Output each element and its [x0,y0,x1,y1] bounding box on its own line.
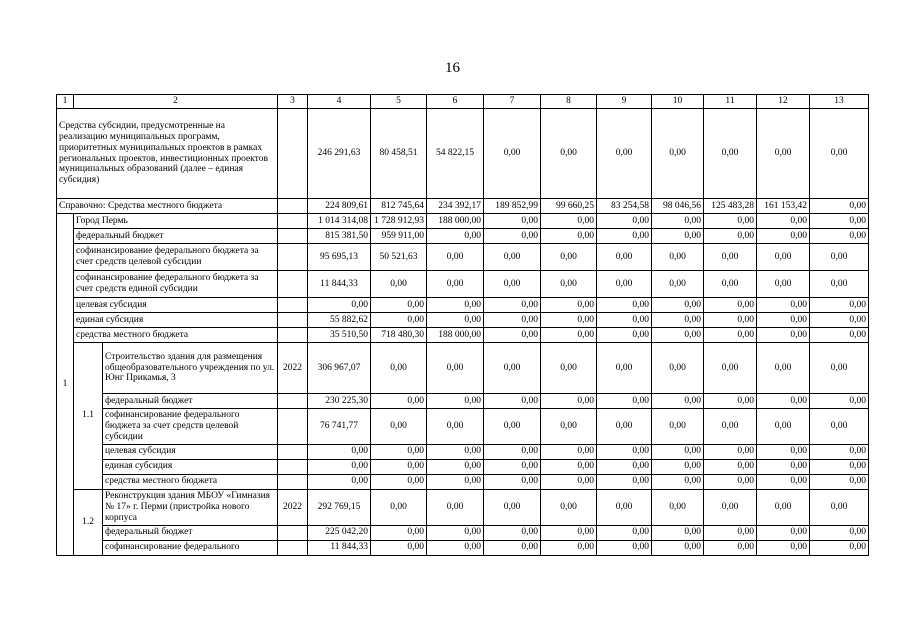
value-cell: 0,00 [704,444,757,459]
value-cell: 0,00 [541,244,597,271]
value-cell: 0,00 [597,489,652,525]
subgroup-index: 1.2 [74,489,103,555]
value-cell: 0,00 [704,409,757,445]
year-cell [278,409,308,445]
value-cell: 188 000,00 [427,328,484,343]
value-cell: 0,00 [652,214,704,229]
row-label: федеральный бюджет [103,394,278,409]
value-cell: 0,00 [484,474,541,489]
row-label: единая субсидия [74,313,278,328]
value-cell: 0,00 [597,229,652,244]
value-cell: 0,00 [484,540,541,555]
column-header: 7 [484,95,541,109]
column-header: 8 [541,95,597,109]
value-cell: 0,00 [810,459,869,474]
value-cell: 1 728 912,93 [371,214,427,229]
summary-row [57,109,869,199]
value-cell: 0,00 [371,540,427,555]
value-cell: 76 741,77 [308,409,371,445]
value-cell: 0,00 [652,271,704,298]
value-cell: 0,00 [371,394,427,409]
subgroup-row [57,444,869,459]
value-cell: 0,00 [484,244,541,271]
value-cell: 0,00 [652,298,704,313]
header-row [57,95,869,109]
value-cell: 0,00 [704,540,757,555]
row-label: целевая субсидия [74,298,278,313]
value-cell: 0,00 [757,298,810,313]
value-cell: 0,00 [484,343,541,394]
value-cell: 0,00 [597,244,652,271]
value-cell: 0,00 [652,409,704,445]
row-label: федеральный бюджет [74,229,278,244]
value-cell: 0,00 [597,444,652,459]
value-cell: 0,00 [757,244,810,271]
value-cell: 0,00 [704,313,757,328]
value-cell: 0,00 [810,271,869,298]
column-header: 11 [704,95,757,109]
value-cell: 0,00 [652,229,704,244]
value-cell: 0,00 [704,244,757,271]
year-cell [278,199,308,214]
row-label: средства местного бюджета [74,328,278,343]
subgroup-row [57,540,869,555]
year-cell [278,474,308,489]
value-cell: 11 844,33 [308,540,371,555]
row-label: софинансирование федерального [103,540,278,555]
value-cell: 225 042,20 [308,525,371,540]
value-cell: 0,00 [810,109,869,199]
value-cell: 0,00 [541,394,597,409]
value-cell: 55 882,62 [308,313,371,328]
value-cell: 306 967,07 [308,343,371,394]
value-cell: 0,00 [427,343,484,394]
row-label: софинансирование федерального бюджета за счет средств единой субсидии [74,271,278,298]
value-cell: 83 254,58 [597,199,652,214]
value-cell: 0,00 [427,298,484,313]
value-cell: 0,00 [757,109,810,199]
value-cell: 292 769,15 [308,489,371,525]
value-cell: 0,00 [484,298,541,313]
year-cell: 2022 [278,489,308,525]
column-header: 6 [427,95,484,109]
value-cell: 0,00 [757,525,810,540]
value-cell: 0,00 [484,229,541,244]
value-cell: 0,00 [308,444,371,459]
value-cell: 234 392,17 [427,199,484,214]
value-cell: 0,00 [484,409,541,445]
value-cell: 224 809,61 [308,199,371,214]
year-cell [278,271,308,298]
year-cell [278,459,308,474]
value-cell: 0,00 [371,489,427,525]
year-cell [278,214,308,229]
value-cell: 0,00 [757,540,810,555]
value-cell: 161 153,42 [757,199,810,214]
value-cell: 0,00 [484,109,541,199]
column-header: 4 [308,95,371,109]
value-cell: 0,00 [371,474,427,489]
value-cell: 0,00 [810,244,869,271]
row-label: Справочно: Средства местного бюджета [57,199,278,214]
value-cell: 0,00 [810,540,869,555]
value-cell: 0,00 [704,271,757,298]
value-cell: 0,00 [541,109,597,199]
value-cell: 188 000,00 [427,214,484,229]
column-header: 9 [597,95,652,109]
year-cell [278,328,308,343]
value-cell: 0,00 [757,474,810,489]
group-row [57,271,869,298]
value-cell: 0,00 [810,343,869,394]
row-label: Средства субсидии, предусмотренные на реализацию муниципальных программ, приоритетных муниципальных проектов в рамках региональных проектов, инвестиционных проектов муниципальных образований (далее – единая субсидия) [57,109,278,199]
value-cell: 0,00 [757,271,810,298]
year-cell [278,313,308,328]
value-cell: 0,00 [427,229,484,244]
value-cell: 0,00 [652,394,704,409]
row-label: Строительство здания для размещения общеобразовательного учреждения по ул. Юнг Прикамья, 3 [103,343,278,394]
year-cell [278,298,308,313]
row-label: единая субсидия [103,459,278,474]
value-cell: 0,00 [757,394,810,409]
value-cell: 246 291,63 [308,109,371,199]
value-cell: 0,00 [427,459,484,474]
value-cell: 0,00 [541,343,597,394]
value-cell: 0,00 [652,343,704,394]
value-cell: 0,00 [541,409,597,445]
column-header: 10 [652,95,704,109]
value-cell: 0,00 [484,271,541,298]
value-cell: 0,00 [757,343,810,394]
subgroup-index: 1.1 [74,343,103,490]
value-cell: 0,00 [484,459,541,474]
column-header: 3 [278,95,308,109]
value-cell: 0,00 [427,271,484,298]
column-header: 5 [371,95,427,109]
value-cell: 230 225,30 [308,394,371,409]
subgroup-row [57,489,869,525]
value-cell: 0,00 [652,489,704,525]
value-cell: 0,00 [371,313,427,328]
value-cell: 812 745,64 [371,199,427,214]
value-cell: 0,00 [541,271,597,298]
row-label: целевая субсидия [103,444,278,459]
page-number: 16 [445,60,460,76]
value-cell: 0,00 [652,525,704,540]
value-cell: 125 483,28 [704,199,757,214]
value-cell: 0,00 [541,214,597,229]
year-cell: 2022 [278,343,308,394]
group-row [57,328,869,343]
column-header: 12 [757,95,810,109]
value-cell: 0,00 [427,394,484,409]
value-cell: 0,00 [652,459,704,474]
value-cell: 0,00 [308,474,371,489]
group-row [57,229,869,244]
value-cell: 0,00 [597,109,652,199]
value-cell: 0,00 [810,409,869,445]
value-cell: 0,00 [810,199,869,214]
value-cell: 0,00 [652,540,704,555]
value-cell: 0,00 [597,409,652,445]
value-cell: 0,00 [427,489,484,525]
value-cell: 0,00 [810,525,869,540]
value-cell: 0,00 [371,298,427,313]
value-cell: 0,00 [427,409,484,445]
value-cell: 0,00 [704,459,757,474]
value-cell: 0,00 [308,459,371,474]
value-cell: 0,00 [541,459,597,474]
value-cell: 0,00 [597,343,652,394]
summary-row [57,199,869,214]
value-cell: 50 521,63 [371,244,427,271]
value-cell: 0,00 [597,214,652,229]
value-cell: 0,00 [704,489,757,525]
row-label: Реконструкция здания МБОУ «Гимназия № 17» г. Перми (пристройка нового корпуса [103,489,278,525]
year-cell [278,244,308,271]
value-cell: 0,00 [810,474,869,489]
year-cell [278,444,308,459]
value-cell: 0,00 [757,409,810,445]
value-cell: 0,00 [757,328,810,343]
value-cell: 0,00 [541,525,597,540]
subgroup-row [57,394,869,409]
subgroup-row [57,459,869,474]
year-cell [278,540,308,555]
group-row [57,298,869,313]
value-cell: 0,00 [371,444,427,459]
value-cell: 0,00 [810,489,869,525]
value-cell: 0,00 [810,298,869,313]
value-cell: 0,00 [427,313,484,328]
value-cell: 0,00 [371,409,427,445]
value-cell: 0,00 [704,328,757,343]
value-cell: 0,00 [652,313,704,328]
value-cell: 11 844,33 [308,271,371,298]
subgroup-row [57,525,869,540]
value-cell: 0,00 [597,271,652,298]
value-cell: 0,00 [757,444,810,459]
value-cell: 0,00 [427,540,484,555]
budget-table [56,94,869,556]
value-cell: 0,00 [541,298,597,313]
value-cell: 0,00 [652,474,704,489]
value-cell: 959 911,00 [371,229,427,244]
value-cell: 0,00 [427,444,484,459]
subgroup-row [57,409,869,445]
value-cell: 1 014 314,08 [308,214,371,229]
value-cell: 0,00 [597,394,652,409]
value-cell: 0,00 [704,394,757,409]
value-cell: 0,00 [652,109,704,199]
value-cell: 0,00 [541,474,597,489]
value-cell: 0,00 [484,525,541,540]
value-cell: 80 458,51 [371,109,427,199]
value-cell: 0,00 [757,313,810,328]
value-cell: 0,00 [484,444,541,459]
value-cell: 189 852,99 [484,199,541,214]
value-cell: 0,00 [704,343,757,394]
year-cell [278,229,308,244]
column-header: 2 [74,95,278,109]
value-cell: 0,00 [704,109,757,199]
value-cell: 98 046,56 [652,199,704,214]
value-cell: 0,00 [484,214,541,229]
subgroup-row [57,343,869,394]
group-row [57,313,869,328]
value-cell: 0,00 [810,328,869,343]
year-cell [278,394,308,409]
value-cell: 95 695,13 [308,244,371,271]
row-label: софинансирование федерального бюджета за счет средств целевой субсидии [103,409,278,445]
value-cell: 0,00 [704,298,757,313]
column-header: 13 [810,95,869,109]
value-cell: 0,00 [810,444,869,459]
year-cell [278,109,308,199]
value-cell: 0,00 [371,459,427,474]
value-cell: 0,00 [597,313,652,328]
subgroup-row [57,474,869,489]
row-label: софинансирование федерального бюджета за счет средств целевой субсидии [74,244,278,271]
value-cell: 0,00 [371,271,427,298]
value-cell: 0,00 [427,474,484,489]
value-cell: 0,00 [541,313,597,328]
value-cell: 54 822,15 [427,109,484,199]
value-cell: 0,00 [484,313,541,328]
value-cell: 0,00 [371,343,427,394]
value-cell: 0,00 [541,444,597,459]
value-cell: 0,00 [484,394,541,409]
value-cell: 0,00 [541,328,597,343]
value-cell: 35 510,50 [308,328,371,343]
row-label: федеральный бюджет [103,525,278,540]
value-cell: 0,00 [484,489,541,525]
value-cell: 0,00 [757,229,810,244]
value-cell: 0,00 [308,298,371,313]
value-cell: 0,00 [541,229,597,244]
group-index: 1 [57,214,74,556]
value-cell: 0,00 [484,328,541,343]
value-cell: 0,00 [597,474,652,489]
value-cell: 0,00 [541,489,597,525]
value-cell: 0,00 [427,244,484,271]
value-cell: 0,00 [597,459,652,474]
value-cell: 0,00 [810,394,869,409]
value-cell: 0,00 [652,444,704,459]
value-cell: 0,00 [541,540,597,555]
column-header: 1 [57,95,74,109]
value-cell: 718 480,30 [371,328,427,343]
value-cell: 0,00 [757,489,810,525]
group-row [57,214,869,229]
group-row [57,244,869,271]
row-label: средства местного бюджета [103,474,278,489]
row-label: Город Пермь [74,214,278,229]
value-cell: 99 660,25 [541,199,597,214]
value-cell: 0,00 [704,229,757,244]
value-cell: 0,00 [427,525,484,540]
value-cell: 0,00 [810,229,869,244]
value-cell: 0,00 [704,474,757,489]
value-cell: 0,00 [810,313,869,328]
value-cell: 0,00 [371,525,427,540]
value-cell: 0,00 [704,525,757,540]
value-cell: 0,00 [597,298,652,313]
value-cell: 0,00 [757,459,810,474]
value-cell: 815 381,50 [308,229,371,244]
value-cell: 0,00 [652,244,704,271]
value-cell: 0,00 [810,214,869,229]
value-cell: 0,00 [704,214,757,229]
year-cell [278,525,308,540]
value-cell: 0,00 [757,214,810,229]
value-cell: 0,00 [597,328,652,343]
value-cell: 0,00 [597,540,652,555]
value-cell: 0,00 [652,328,704,343]
value-cell: 0,00 [597,525,652,540]
